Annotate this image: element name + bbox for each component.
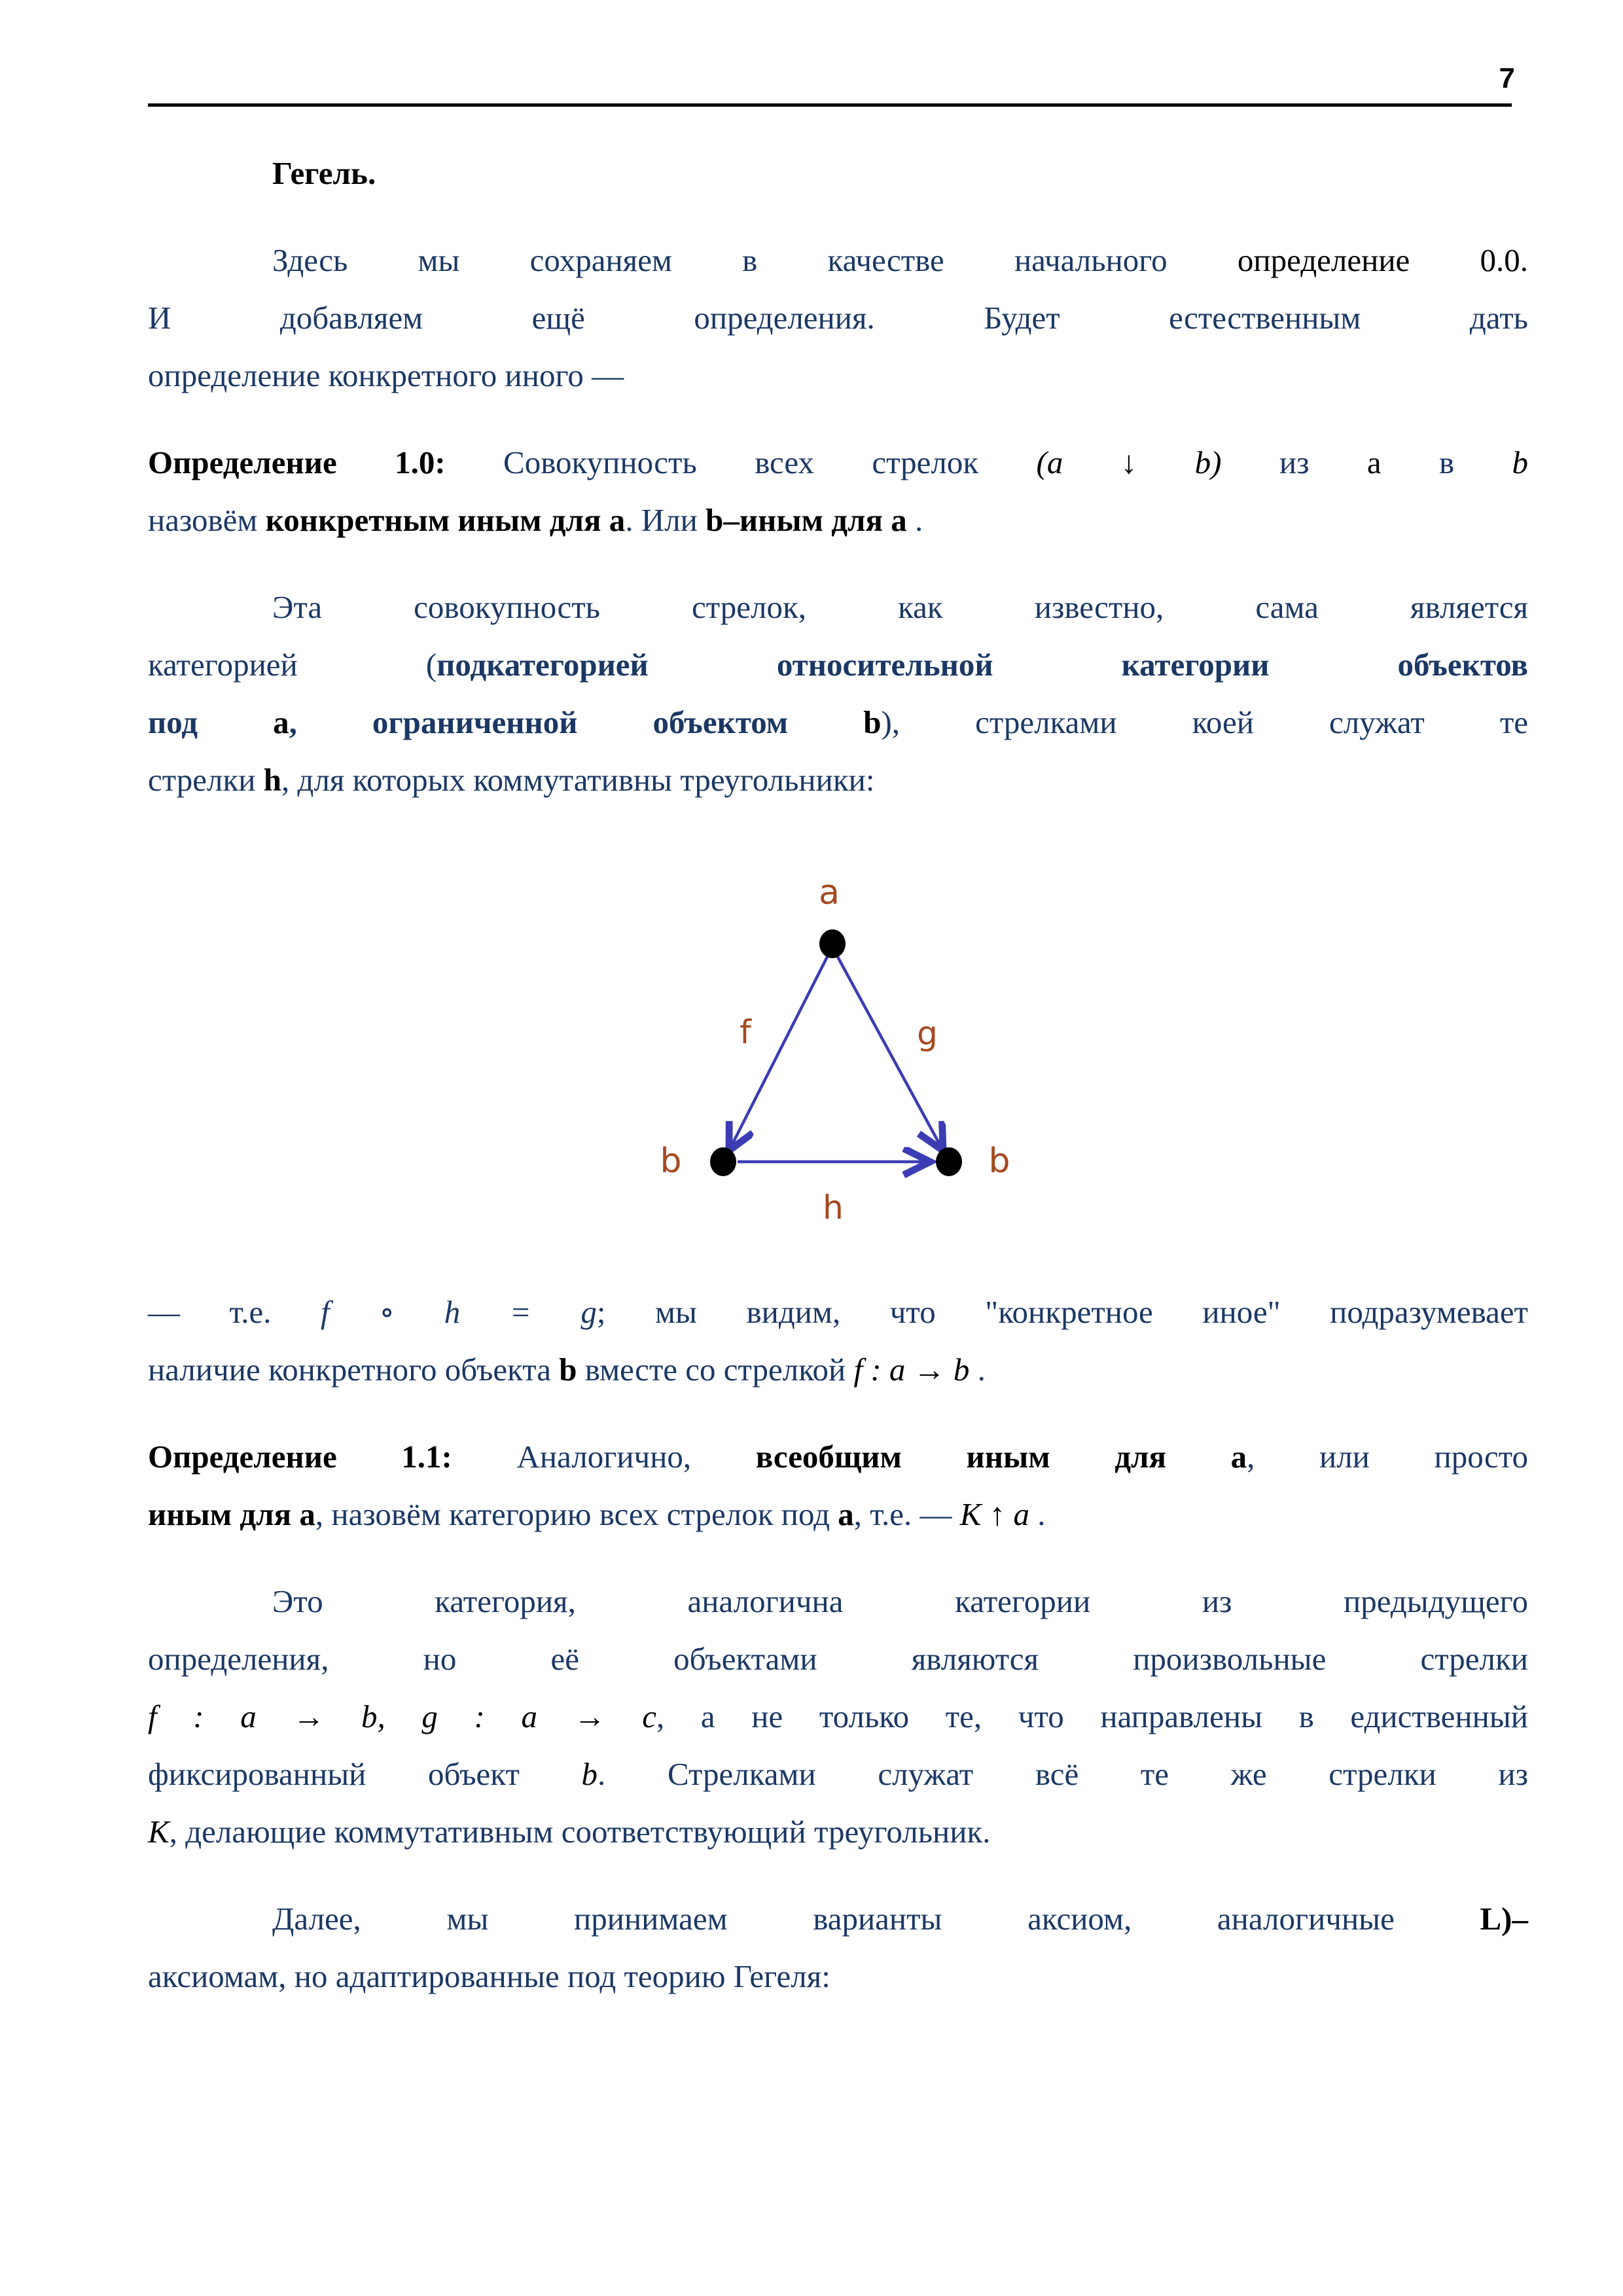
text-line — [148, 347, 1528, 404]
text-run: стрелки — [148, 762, 264, 798]
text-run: назовём — [148, 502, 266, 538]
text-run: Или — [641, 502, 706, 538]
text-run: , назовём категорию всех стрелок под — [315, 1496, 838, 1532]
triangle-diagram-svg — [642, 868, 1035, 1247]
paragraph — [148, 145, 1528, 202]
text-run: Здесь мы сохраняем в качестве начального — [272, 242, 1238, 278]
text-run: , для которых коммутативны треугольники: — [281, 762, 875, 798]
text-run: , делающие коммутативным соответствующий треугольник. — [169, 1814, 991, 1850]
text-line — [148, 1948, 1528, 2005]
text-run: h — [263, 762, 282, 798]
node-label-b-right: b — [988, 1141, 1010, 1181]
text-line — [148, 579, 1528, 636]
text-run: , т.е. — — [853, 1496, 960, 1532]
paragraph — [148, 579, 1528, 809]
text-run: Определение 1.0: — [148, 444, 504, 480]
node-label-a: a — [818, 873, 840, 912]
text-line — [148, 289, 1528, 347]
text-run: b–иным для a — [705, 502, 907, 538]
paragraph — [148, 1428, 1528, 1543]
header-rule — [148, 103, 1512, 107]
text-run: Далее, мы принимаем варианты аксиом, аналогичные — [272, 1901, 1480, 1937]
text-run: аксиомам, но адаптированные под теорию Гегеля: — [148, 1958, 830, 1994]
text-run: f ∘ h = g — [321, 1294, 597, 1330]
text-run: Совокупность всех стрелок — [503, 444, 1037, 480]
text-run: а — [1366, 444, 1382, 480]
text-run: под — [148, 704, 274, 740]
text-run: . — [906, 502, 923, 538]
text-run: определение 0.0. — [1237, 242, 1528, 278]
text-run: ), — [881, 704, 976, 740]
text-line — [148, 1283, 1528, 1341]
text-run: подкатегорией относительной категории объектов — [437, 647, 1528, 683]
text-run: из — [1221, 444, 1367, 480]
vertex-dot-a — [819, 929, 846, 958]
paragraph — [148, 1890, 1528, 2005]
page-number: 7 — [1499, 62, 1515, 94]
text-run: . — [625, 502, 641, 538]
edge-f-arrow — [730, 957, 827, 1149]
paragraph — [148, 232, 1528, 404]
text-run: f : a → b, g : a → c — [148, 1698, 656, 1734]
text-run: ; мы видим, что "конкретное иное" подразумевает — [596, 1294, 1528, 1330]
text-run: наличие конкретного объекта — [148, 1352, 560, 1388]
text-run: Аналогично, — [516, 1439, 756, 1475]
text-run: фиксированный объект — [148, 1756, 582, 1792]
text-line — [148, 751, 1528, 809]
vertex-dot-b-right — [936, 1147, 962, 1176]
text-run: стрелками коей служат те — [975, 704, 1529, 740]
text-run: f : a → b — [853, 1352, 970, 1388]
text-run: Эта совокупность стрелок, как известно, сама является — [272, 589, 1528, 625]
node-label-b-left: b — [659, 1141, 682, 1181]
text-run: L)– — [1480, 1901, 1528, 1937]
text-run: в — [1381, 444, 1512, 480]
text-section-after-diagram — [148, 1283, 1528, 2005]
text-line — [148, 1341, 1528, 1399]
edge-label-h: h — [822, 1189, 844, 1227]
text-line — [148, 145, 1528, 202]
text-line — [148, 1573, 1528, 1630]
text-run: Гегель. — [272, 155, 376, 191]
text-run: вместе со стрелкой — [577, 1352, 854, 1388]
vertex-dot-b-left — [710, 1147, 736, 1176]
text-run: всеобщим иным для a — [755, 1439, 1247, 1475]
paragraph — [148, 1283, 1528, 1399]
text-run: , или просто — [1247, 1439, 1528, 1475]
text-run: — т.е. — [148, 1294, 321, 1330]
text-run: b — [1512, 444, 1528, 480]
text-line — [148, 1803, 1528, 1861]
text-run: , — [289, 704, 372, 740]
text-line — [148, 1746, 1528, 1803]
edge-label-f: f — [739, 1013, 751, 1051]
text-run: конкретным иным для a — [265, 502, 626, 538]
text-line — [148, 434, 1528, 492]
text-run: Это категория, аналогична категории из предыдущего — [272, 1583, 1528, 1619]
text-line — [148, 694, 1528, 751]
text-run: ограниченной объектом — [372, 704, 864, 740]
text-line — [148, 1688, 1528, 1746]
text-run: b — [581, 1756, 598, 1792]
document-body — [148, 145, 1528, 2005]
text-run: И добавляем ещё определения. Будет естественным дать — [148, 300, 1528, 336]
text-run: . — [969, 1352, 986, 1388]
text-line — [148, 1890, 1528, 1948]
text-line — [148, 492, 1528, 549]
text-run: , а не только те, что направлены в едиственный — [656, 1698, 1529, 1734]
edge-label-g: g — [916, 1014, 938, 1052]
text-line — [148, 1630, 1528, 1688]
text-run: . Стрелками служат всё те же стрелки из — [597, 1756, 1528, 1792]
text-run: K ↑ a — [959, 1496, 1029, 1532]
text-run: b — [863, 704, 882, 740]
text-line — [148, 232, 1528, 289]
text-line — [148, 1428, 1528, 1486]
text-run: (a ↓ b) — [1036, 444, 1222, 480]
text-run: определение конкретного иного — — [148, 357, 624, 393]
commutative-triangle-diagram — [642, 868, 1035, 1247]
text-run: b — [559, 1352, 577, 1388]
text-run: иным для a — [148, 1496, 315, 1532]
text-run: категорией ( — [148, 647, 437, 683]
paragraph — [148, 1573, 1528, 1861]
paragraph — [148, 434, 1528, 549]
text-run: определения, но её объектами являются произвольные стрелки — [148, 1641, 1528, 1677]
page-header — [148, 60, 1528, 107]
text-line — [148, 1486, 1528, 1543]
edge-g-arrow — [838, 957, 942, 1149]
text-section-before-diagram — [148, 145, 1528, 809]
text-run: a — [838, 1496, 854, 1532]
text-run: Определение 1.1: — [148, 1439, 517, 1475]
text-run: . — [1029, 1496, 1046, 1532]
text-run: a — [273, 704, 289, 740]
text-run: K — [148, 1814, 169, 1850]
text-line — [148, 636, 1528, 694]
